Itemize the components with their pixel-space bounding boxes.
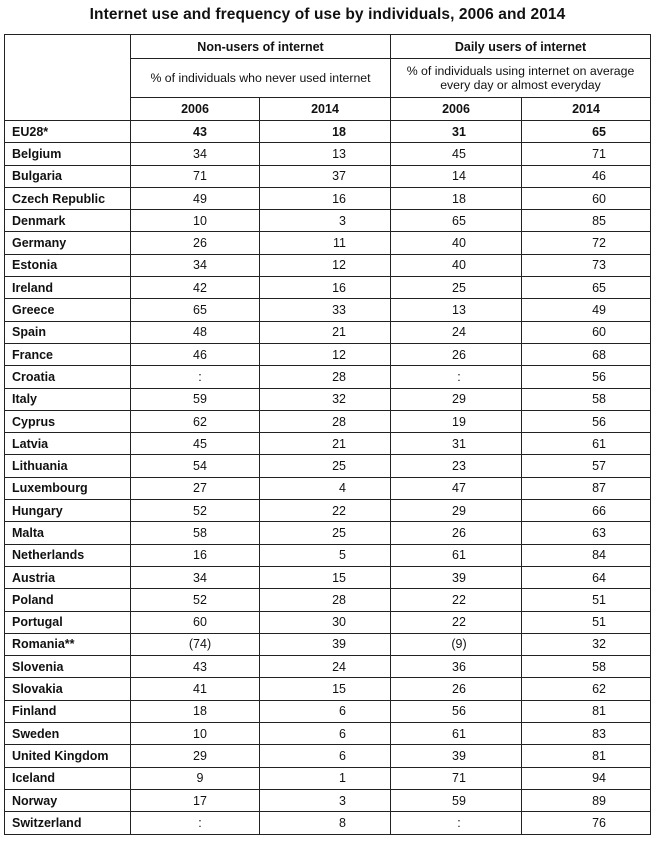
- table-row: [5, 812, 651, 834]
- value-cell: 52: [131, 589, 260, 611]
- value-cell: 37: [260, 165, 391, 187]
- value-cell: 40: [391, 254, 522, 276]
- value-cell: 54: [131, 455, 260, 477]
- value-cell: 22: [260, 500, 391, 522]
- country-cell: Romania**: [5, 633, 131, 655]
- value-cell: 28: [260, 589, 391, 611]
- country-cell: EU28*: [5, 121, 131, 143]
- country-cell: Malta: [5, 522, 131, 544]
- table-row: [5, 433, 651, 455]
- value-cell: 46: [522, 165, 651, 187]
- value-cell: 13: [391, 299, 522, 321]
- country-cell: Greece: [5, 299, 131, 321]
- value-cell: 60: [522, 321, 651, 343]
- value-cell: 56: [522, 410, 651, 432]
- country-cell: Belgium: [5, 143, 131, 165]
- country-cell: Italy: [5, 388, 131, 410]
- value-cell: 46: [131, 343, 260, 365]
- year-header: 2014: [260, 98, 391, 121]
- table-row: [5, 544, 651, 566]
- country-cell: Cyprus: [5, 410, 131, 432]
- value-cell: 65: [522, 121, 651, 143]
- value-cell: 63: [522, 522, 651, 544]
- value-cell: 73: [522, 254, 651, 276]
- table-row: [5, 656, 651, 678]
- table-row: [5, 343, 651, 365]
- value-cell: 26: [391, 678, 522, 700]
- value-cell: 26: [391, 522, 522, 544]
- value-cell: 16: [131, 544, 260, 566]
- table-row: [5, 477, 651, 499]
- value-cell: 49: [131, 187, 260, 209]
- value-cell: 27: [131, 477, 260, 499]
- country-cell: Estonia: [5, 254, 131, 276]
- value-cell: 6: [260, 700, 391, 722]
- table-row: [5, 410, 651, 432]
- table-row: [5, 789, 651, 811]
- value-cell: 43: [131, 656, 260, 678]
- value-cell: 45: [391, 143, 522, 165]
- year-header: 2006: [391, 98, 522, 121]
- value-cell: 36: [391, 656, 522, 678]
- value-cell: 71: [522, 143, 651, 165]
- country-cell: Latvia: [5, 433, 131, 455]
- value-cell: 34: [131, 143, 260, 165]
- table-row: [5, 700, 651, 722]
- value-cell: 25: [260, 455, 391, 477]
- value-cell: 29: [391, 500, 522, 522]
- value-cell: 24: [260, 656, 391, 678]
- value-cell: 65: [391, 210, 522, 232]
- country-cell: United Kingdom: [5, 745, 131, 767]
- table-row: [5, 187, 651, 209]
- table-row: [5, 723, 651, 745]
- value-cell: 4: [260, 477, 391, 499]
- value-cell: 15: [260, 678, 391, 700]
- value-cell: 57: [522, 455, 651, 477]
- country-cell: Luxembourg: [5, 477, 131, 499]
- value-cell: 61: [391, 544, 522, 566]
- value-cell: 83: [522, 723, 651, 745]
- table-row: [5, 299, 651, 321]
- value-cell: 64: [522, 566, 651, 588]
- value-cell: 29: [391, 388, 522, 410]
- value-cell: 61: [391, 723, 522, 745]
- value-cell: 49: [522, 299, 651, 321]
- value-cell: 61: [522, 433, 651, 455]
- value-cell: 29: [131, 745, 260, 767]
- value-cell: 25: [260, 522, 391, 544]
- value-cell: 58: [131, 522, 260, 544]
- country-cell: Czech Republic: [5, 187, 131, 209]
- table-row: [5, 745, 651, 767]
- value-cell: 51: [522, 589, 651, 611]
- table-row: [5, 143, 651, 165]
- value-cell: 52: [131, 500, 260, 522]
- value-cell: 6: [260, 723, 391, 745]
- table-row: [5, 277, 651, 299]
- value-cell: :: [131, 366, 260, 388]
- country-cell: Croatia: [5, 366, 131, 388]
- table-body: [5, 35, 651, 835]
- value-cell: 48: [131, 321, 260, 343]
- value-cell: 12: [260, 343, 391, 365]
- value-cell: 39: [260, 633, 391, 655]
- value-cell: 71: [131, 165, 260, 187]
- table-row: [5, 589, 651, 611]
- value-cell: 3: [260, 210, 391, 232]
- value-cell: 84: [522, 544, 651, 566]
- value-cell: 32: [260, 388, 391, 410]
- value-cell: 34: [131, 566, 260, 588]
- value-cell: 25: [391, 277, 522, 299]
- value-cell: 56: [522, 366, 651, 388]
- country-cell: Netherlands: [5, 544, 131, 566]
- table-row: [5, 633, 651, 655]
- value-cell: 26: [391, 343, 522, 365]
- table-row: [5, 210, 651, 232]
- daily-subheader: % of individuals using internet on average every day or almost everyday: [391, 59, 651, 98]
- value-cell: 28: [260, 366, 391, 388]
- value-cell: 76: [522, 812, 651, 834]
- table-row: [5, 254, 651, 276]
- value-cell: 15: [260, 566, 391, 588]
- country-cell: Portugal: [5, 611, 131, 633]
- table-row: [5, 232, 651, 254]
- table-row: [5, 611, 651, 633]
- value-cell: 12: [260, 254, 391, 276]
- value-cell: 14: [391, 165, 522, 187]
- country-cell: Denmark: [5, 210, 131, 232]
- value-cell: 10: [131, 210, 260, 232]
- value-cell: 87: [522, 477, 651, 499]
- value-cell: 34: [131, 254, 260, 276]
- value-cell: 71: [391, 767, 522, 789]
- value-cell: 59: [391, 789, 522, 811]
- value-cell: 62: [131, 410, 260, 432]
- corner-cell: [5, 35, 131, 121]
- value-cell: 85: [522, 210, 651, 232]
- table-row: [5, 500, 651, 522]
- value-cell: 32: [522, 633, 651, 655]
- value-cell: 41: [131, 678, 260, 700]
- value-cell: :: [131, 812, 260, 834]
- country-cell: France: [5, 343, 131, 365]
- value-cell: 18: [131, 700, 260, 722]
- value-cell: 58: [522, 388, 651, 410]
- country-cell: Lithuania: [5, 455, 131, 477]
- value-cell: 39: [391, 566, 522, 588]
- value-cell: 21: [260, 321, 391, 343]
- country-cell: Norway: [5, 789, 131, 811]
- value-cell: 18: [391, 187, 522, 209]
- value-cell: 5: [260, 544, 391, 566]
- country-cell: Finland: [5, 700, 131, 722]
- value-cell: 81: [522, 700, 651, 722]
- nonusers-subheader: % of individuals who never used internet: [131, 59, 391, 98]
- value-cell: 33: [260, 299, 391, 321]
- value-cell: 31: [391, 121, 522, 143]
- value-cell: 40: [391, 232, 522, 254]
- value-cell: 16: [260, 277, 391, 299]
- value-cell: 56: [391, 700, 522, 722]
- value-cell: 6: [260, 745, 391, 767]
- table-row: [5, 566, 651, 588]
- value-cell: 66: [522, 500, 651, 522]
- value-cell: 26: [131, 232, 260, 254]
- value-cell: 31: [391, 433, 522, 455]
- value-cell: :: [391, 366, 522, 388]
- data-table: [4, 34, 651, 835]
- value-cell: 51: [522, 611, 651, 633]
- table-row: [5, 388, 651, 410]
- nonusers-group-header: Non-users of internet: [131, 35, 391, 59]
- country-cell: Bulgaria: [5, 165, 131, 187]
- value-cell: 9: [131, 767, 260, 789]
- value-cell: 60: [131, 611, 260, 633]
- table-row: [5, 767, 651, 789]
- country-cell: Ireland: [5, 277, 131, 299]
- value-cell: 60: [522, 187, 651, 209]
- value-cell: 94: [522, 767, 651, 789]
- value-cell: 19: [391, 410, 522, 432]
- country-cell: Sweden: [5, 723, 131, 745]
- year-header: 2014: [522, 98, 651, 121]
- value-cell: 21: [260, 433, 391, 455]
- value-cell: 13: [260, 143, 391, 165]
- value-cell: 72: [522, 232, 651, 254]
- value-cell: 30: [260, 611, 391, 633]
- value-cell: 62: [522, 678, 651, 700]
- value-cell: 89: [522, 789, 651, 811]
- value-cell: 45: [131, 433, 260, 455]
- table-row: [5, 121, 651, 143]
- value-cell: (9): [391, 633, 522, 655]
- daily-group-header: Daily users of internet: [391, 35, 651, 59]
- group-header-row: [5, 35, 651, 59]
- country-cell: Germany: [5, 232, 131, 254]
- value-cell: 22: [391, 589, 522, 611]
- value-cell: 43: [131, 121, 260, 143]
- country-cell: Poland: [5, 589, 131, 611]
- value-cell: 18: [260, 121, 391, 143]
- country-cell: Slovakia: [5, 678, 131, 700]
- value-cell: 81: [522, 745, 651, 767]
- table-row: [5, 165, 651, 187]
- value-cell: 47: [391, 477, 522, 499]
- table-row: [5, 522, 651, 544]
- value-cell: 28: [260, 410, 391, 432]
- table-row: [5, 366, 651, 388]
- table-row: [5, 321, 651, 343]
- table-title: Internet use and frequency of use by individuals, 2006 and 2014: [89, 6, 566, 23]
- year-header: 2006: [131, 98, 260, 121]
- table-row: [5, 455, 651, 477]
- value-cell: 24: [391, 321, 522, 343]
- value-cell: 17: [131, 789, 260, 811]
- value-cell: 3: [260, 789, 391, 811]
- value-cell: 65: [131, 299, 260, 321]
- country-cell: Spain: [5, 321, 131, 343]
- table-row: [5, 678, 651, 700]
- value-cell: 11: [260, 232, 391, 254]
- value-cell: :: [391, 812, 522, 834]
- value-cell: 58: [522, 656, 651, 678]
- value-cell: 42: [131, 277, 260, 299]
- value-cell: 68: [522, 343, 651, 365]
- value-cell: 23: [391, 455, 522, 477]
- country-cell: Slovenia: [5, 656, 131, 678]
- value-cell: 10: [131, 723, 260, 745]
- value-cell: 8: [260, 812, 391, 834]
- value-cell: (74): [131, 633, 260, 655]
- country-cell: Switzerland: [5, 812, 131, 834]
- value-cell: 16: [260, 187, 391, 209]
- value-cell: 22: [391, 611, 522, 633]
- value-cell: 39: [391, 745, 522, 767]
- country-cell: Iceland: [5, 767, 131, 789]
- value-cell: 1: [260, 767, 391, 789]
- country-cell: Austria: [5, 566, 131, 588]
- value-cell: 65: [522, 277, 651, 299]
- country-cell: Hungary: [5, 500, 131, 522]
- value-cell: 59: [131, 388, 260, 410]
